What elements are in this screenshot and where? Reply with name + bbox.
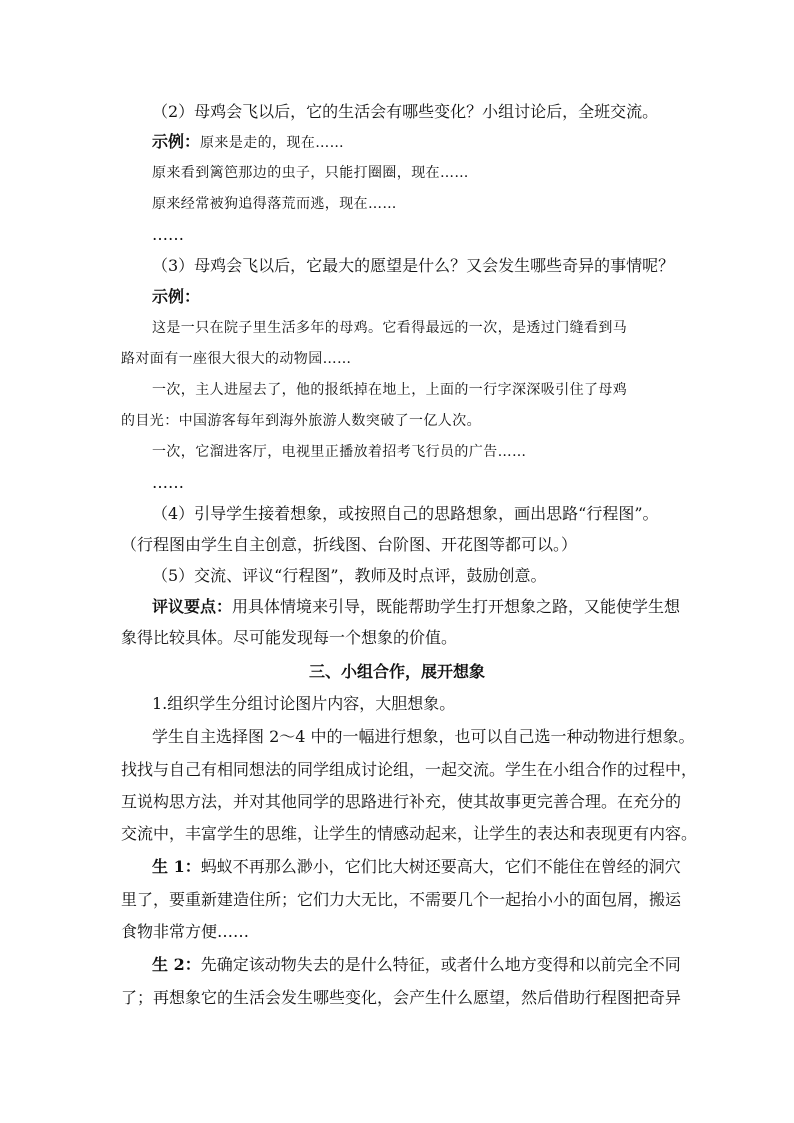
section-title: 三、小组合作，展开想象 <box>308 662 485 681</box>
evaluation-line: 象得比较具体。尽可能发现每一个想象的价值。 <box>121 628 458 647</box>
example-1-line <box>152 130 344 155</box>
paragraph-line: 食物非常方便…… <box>121 922 250 941</box>
example-label: 示例： <box>152 132 201 151</box>
paragraph-line: 了；再想象它的生活会发生哪些变化，会产生什么愿望，然后借助行程图把奇异 <box>121 988 682 1007</box>
evaluation-label: 评议要点： <box>152 597 233 616</box>
step-5: （5）交流、评议“行程图”，教师及时点评，鼓励创意。 <box>152 566 547 585</box>
student-2-line <box>152 953 681 977</box>
evaluation-line <box>152 595 680 619</box>
example-line: 一次，它溜进客厅，电视里正播放着招考飞行员的广告…… <box>152 444 527 460</box>
ellipsis: …… <box>152 225 184 244</box>
example-line: 路对面有一座很大很大的动物园…… <box>121 351 352 367</box>
example-label: 示例： <box>152 287 201 306</box>
step-4: （4）引导学生接着想象，或按照自己的思路想象，画出思路“行程图”。 <box>152 504 659 523</box>
example-line: 的目光：中国游客每年到海外旅游人数突破了一亿人次。 <box>121 413 481 429</box>
example-line: 这是一只在院子里生活多年的母鸡。它看得最远的一次，是透过门缝看到马 <box>152 320 628 336</box>
student-2-label: 生 2： <box>152 955 201 974</box>
example-line: 原来经常被狗追得落荒而逃，现在…… <box>152 196 397 212</box>
student-1-label: 生 1： <box>152 857 201 876</box>
paragraph-line: 学生自主选择图 2～4 中的一幅进行想象，也可以自己选一种动物进行想象。 <box>152 727 695 746</box>
step-1: 1.组织学生分组讨论图片内容，大胆想象。 <box>152 694 456 713</box>
paragraph-line: 交流中，丰富学生的思维，让学生的情感动起来，让学生的表达和表现更有内容。 <box>121 824 698 843</box>
student-1-text: 蚂蚁不再那么渺小，它们比大树还要高大，它们不能住在曾经的洞穴 <box>200 857 681 876</box>
student-1-line <box>152 855 681 879</box>
question-2: （2）母鸡会飞以后，它的生活会有哪些变化？小组讨论后，全班交流。 <box>152 102 659 121</box>
paragraph-line: 里了，要重新建造住所；它们力大无比，不需要几个一起抬小小的面包屑，搬运 <box>121 890 682 909</box>
example-text: 原来是走的，现在…… <box>200 135 345 151</box>
ellipsis: …… <box>152 473 184 492</box>
example-line: 原来看到篱笆那边的虫子，只能打圈圈，现在…… <box>152 165 469 181</box>
example-line: 一次，主人进屋去了，他的报纸掉在地上，上面的一行字深深吸引住了母鸡 <box>152 382 628 398</box>
evaluation-text: 用具体情境来引导，既能帮助学生打开想象之路，又能使学生想 <box>232 597 681 616</box>
step-4-note: （行程图由学生自主创意，折线图、台阶图、开花图等都可以。） <box>121 535 578 554</box>
paragraph-line: 互说构思方法，并对其他同学的思路进行补充，使其故事更完善合理。在充分的 <box>121 792 682 811</box>
student-2-text: 先确定该动物失去的是什么特征，或者什么地方变得和以前完全不同 <box>200 955 681 974</box>
question-3: （3）母鸡会飞以后，它最大的愿望是什么？又会发生哪些奇异的事情呢？ <box>152 256 675 275</box>
paragraph-line: 找找与自己有相同想法的同学组成讨论组，一起交流。学生在小组合作的过程中， <box>121 760 698 779</box>
